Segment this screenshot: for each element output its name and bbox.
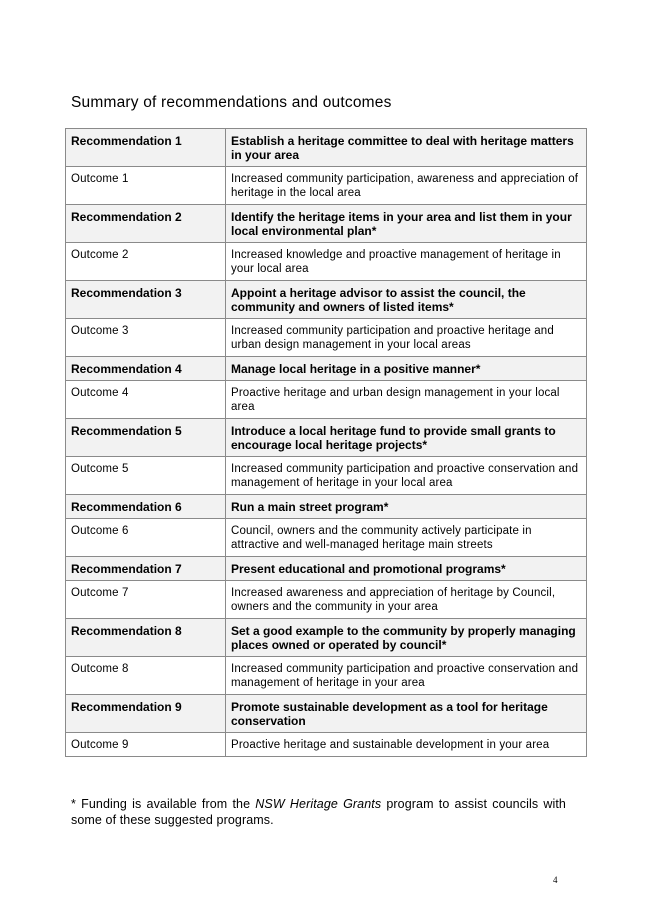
outcome-label: Outcome 5 [66, 457, 226, 495]
outcome-label: Outcome 7 [66, 581, 226, 619]
outcome-label: Outcome 8 [66, 657, 226, 695]
footnote-program-name: NSW Heritage Grants [255, 797, 382, 811]
recommendation-row [66, 205, 587, 243]
outcome-row [66, 167, 587, 205]
outcome-text: Proactive heritage and sustainable development in your area [226, 733, 587, 757]
recommendation-label: Recommendation 5 [66, 419, 226, 457]
recommendation-label: Recommendation 4 [66, 357, 226, 381]
recommendation-label: Recommendation 7 [66, 557, 226, 581]
outcome-label: Outcome 6 [66, 519, 226, 557]
outcome-row [66, 457, 587, 495]
outcome-text: Increased community participation, awareness and appreciation of heritage in the local area [226, 167, 587, 205]
recommendation-text: Promote sustainable development as a tool for heritage conservation [226, 695, 587, 733]
recommendation-row [66, 619, 587, 657]
recommendation-row [66, 695, 587, 733]
recommendation-label: Recommendation 8 [66, 619, 226, 657]
outcome-label: Outcome 9 [66, 733, 226, 757]
recommendation-row [66, 419, 587, 457]
recommendation-text: Set a good example to the community by properly managing places owned or operated by council* [226, 619, 587, 657]
outcome-text: Increased community participation and proactive conservation and management of heritage in your local area [226, 457, 587, 495]
footnote-text-after: program to assist councils with some of these suggested programs. [71, 797, 566, 827]
recommendation-text: Run a main street program* [226, 495, 587, 519]
recommendation-label: Recommendation 2 [66, 205, 226, 243]
outcome-row [66, 519, 587, 557]
outcome-label: Outcome 4 [66, 381, 226, 419]
page-number: 4 [553, 875, 558, 885]
outcome-text: Increased community participation and proactive heritage and urban design management in your local areas [226, 319, 587, 357]
recommendation-text: Identify the heritage items in your area and list them in your local environmental plan* [226, 205, 587, 243]
recommendation-label: Recommendation 3 [66, 281, 226, 319]
outcome-row [66, 381, 587, 419]
outcome-text: Council, owners and the community actively participate in attractive and well-managed heritage main streets [226, 519, 587, 557]
recommendation-text: Present educational and promotional programs* [226, 557, 587, 581]
outcome-text: Increased awareness and appreciation of heritage by Council, owners and the community in your area [226, 581, 587, 619]
recommendation-row [66, 495, 587, 519]
recommendation-text: Establish a heritage committee to deal with heritage matters in your area [226, 129, 587, 167]
outcome-text: Increased community participation and proactive conservation and management of heritage in your area [226, 657, 587, 695]
recommendations-table [65, 128, 587, 757]
outcome-row [66, 581, 587, 619]
outcome-row [66, 243, 587, 281]
recommendation-row [66, 281, 587, 319]
recommendation-text: Introduce a local heritage fund to provide small grants to encourage local heritage projects* [226, 419, 587, 457]
footnote-text-before: * Funding is available from the [71, 797, 256, 811]
outcome-label: Outcome 2 [66, 243, 226, 281]
recommendation-row [66, 357, 587, 381]
outcome-row [66, 733, 587, 757]
footnote [71, 796, 566, 828]
recommendations-table-body [66, 129, 587, 757]
recommendation-label: Recommendation 6 [66, 495, 226, 519]
recommendation-text: Appoint a heritage advisor to assist the council, the community and owners of listed items* [226, 281, 587, 319]
outcome-row [66, 657, 587, 695]
recommendation-label: Recommendation 1 [66, 129, 226, 167]
outcome-text: Increased knowledge and proactive management of heritage in your local area [226, 243, 587, 281]
recommendation-label: Recommendation 9 [66, 695, 226, 733]
outcome-label: Outcome 3 [66, 319, 226, 357]
recommendation-row [66, 129, 587, 167]
outcome-text: Proactive heritage and urban design management in your local area [226, 381, 587, 419]
recommendation-row [66, 557, 587, 581]
recommendation-text: Manage local heritage in a positive manner* [226, 357, 587, 381]
page-title: Summary of recommendations and outcomes [71, 94, 392, 111]
outcome-row [66, 319, 587, 357]
outcome-label: Outcome 1 [66, 167, 226, 205]
